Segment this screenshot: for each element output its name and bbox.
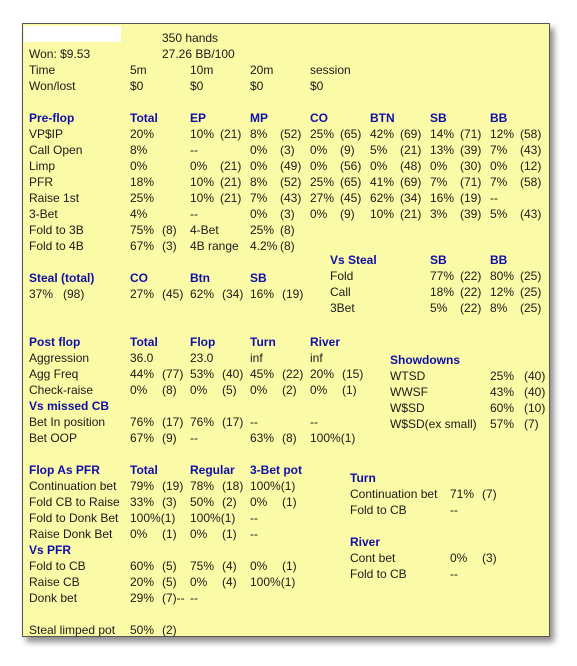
postflop-header: Flop [190,335,216,349]
preflop-cell: 0% [190,159,208,173]
steal-cell: 27% [130,287,155,301]
preflop-cell: 14% [430,127,455,141]
preflop-cell: 20% [130,127,155,141]
postflop-cell: Aggression [29,351,90,365]
turn-cell: -- [450,503,458,517]
preflop-cell: 5% [370,143,388,157]
preflop-cell: 41% [370,175,395,189]
preflop-cell: 0% [310,143,328,157]
preflop-cell: 7% [250,191,268,205]
vs-missed-cb-cell: -- [310,415,318,429]
vs-missed-cb-cell: Bet In position [29,415,106,429]
preflop-cell: 12% [490,127,515,141]
preflop-cell: -- [190,143,198,157]
flop-pfr-cell: 100%(1) [250,479,296,493]
flop-pfr-cell: 50% [190,495,215,509]
steal-header: Btn [190,271,210,285]
preflop-count: (56) [340,159,362,173]
time-header: 10m [190,63,214,77]
preflop-cell: 7% [490,143,508,157]
postflop-cell: (8) [162,383,177,397]
showdown-label: WTSD [390,369,426,383]
vs-steal-cell: 8% [490,301,508,315]
postflop-cell: 0% [190,383,208,397]
preflop-header: BB [490,111,508,125]
vs-pfr-cell: 75% [190,559,215,573]
postflop-cell: (2) [282,383,297,397]
preflop-cell: 10% [190,191,215,205]
showdown-value: 60% [490,401,515,415]
preflop-row-label: Limp [29,159,56,173]
preflop-count: (71) [460,127,482,141]
flop-pfr-cell: Fold to Donk Bet [29,511,119,525]
preflop-header: Total [130,111,158,125]
hands-count: 350 hands [162,31,219,45]
showdown-value: 25% [490,369,515,383]
preflop-cell: 42% [370,127,395,141]
postflop-header: River [310,335,341,349]
postflop-header: Post flop [29,335,81,349]
preflop-cell: 0% [310,207,328,221]
preflop-count: (39) [460,207,482,221]
preflop-count: (45) [340,191,362,205]
preflop-count: (52) [280,175,302,189]
postflop-cell: 36.0 [130,351,154,365]
flop-pfr-cell: Continuation bet [29,479,117,493]
fold-3bet-cell: Fold to 3B [29,223,84,237]
vs-pfr-cell: -- [190,591,198,605]
flop-pfr-cell: (19) [162,479,184,493]
preflop-row-label: VP$IP [29,127,64,141]
time-header: session [310,63,351,77]
postflop-header: Total [130,335,158,349]
flop-pfr-cell: 79% [130,479,155,493]
turn-title: Turn [350,471,376,485]
vs-pfr-cell: (1) [282,559,297,573]
vs-steal-cell: Fold [330,269,354,283]
postflop-cell: 20% [310,367,335,381]
wonlost-cell: Won/lost [29,79,76,93]
preflop-count: (43) [520,143,542,157]
wonlost-cell: $0 [190,79,204,93]
preflop-count: (21) [220,175,242,189]
showdown-label: WWSF [390,385,428,399]
flop-pfr-cell: Raise Donk Bet [29,527,113,541]
steal-cell: (45) [162,287,184,301]
river-cell: Cont bet [350,551,396,565]
vs-missed-cb-cell: (9) [162,431,177,445]
vs-steal-cell: 12% [490,285,515,299]
wonlost-cell: $0 [310,79,324,93]
flop-pfr-cell: -- [250,527,258,541]
vs-pfr-cell: 0% [250,559,268,573]
fold-4bet-cell: Fold to 4B [29,239,84,253]
preflop-count: (49) [280,159,302,173]
flop-pfr-cell: 0% [190,527,208,541]
vs-pfr-title: Vs PFR [29,543,72,557]
postflop-header: Turn [250,335,276,349]
vs-pfr-cell: (5) [162,575,177,589]
flop-pfr-cell: (3) [162,495,177,509]
vs-pfr-cell: 0% [190,575,208,589]
preflop-count: (21) [400,207,422,221]
hud-stats-panel [22,23,550,637]
wonlost-cell: $0 [130,79,144,93]
fold-4bet-cell: (8) [280,239,295,253]
preflop-cell: -- [190,207,198,221]
vs-steal-cell: (22) [460,285,482,299]
flop-pfr-cell: (18) [222,479,244,493]
preflop-cell: 25% [130,191,155,205]
wonlost-cell: $0 [250,79,264,93]
vs-missed-cb-cell: -- [250,415,258,429]
vs-steal-cell: 5% [430,301,448,315]
steal-cell: (19) [282,287,304,301]
flop-pfr-cell: (2) [222,495,237,509]
preflop-cell: 0% [490,159,508,173]
flop-pfr-header: Regular [190,463,235,477]
preflop-count: (43) [520,207,542,221]
preflop-count: (21) [220,191,242,205]
showdown-label: W$SD(ex small) [390,417,477,431]
preflop-count: (12) [520,159,542,173]
turn-cell: 71% [450,487,475,501]
vs-missed-cb-cell: 100%(1) [310,431,356,445]
fold-3bet-cell: 4-Bet [190,223,219,237]
vs-steal-cell: (25) [520,301,542,315]
vs-steal-cell: 18% [430,285,455,299]
vs-missed-cb-title: Vs missed CB [29,399,110,413]
fold-4bet-cell: 67% [130,239,155,253]
flop-pfr-cell: 33% [130,495,155,509]
steal-limped-cell: Steal limped pot [29,623,116,637]
won-amount: Won: $9.53 [29,47,91,61]
preflop-header: MP [250,111,268,125]
postflop-cell: 23.0 [190,351,214,365]
time-header: 5m [130,63,147,77]
vs-pfr-cell: (7)-- [162,591,185,605]
preflop-cell: 8% [130,143,148,157]
steal-cell: (34) [222,287,244,301]
preflop-count: (9) [340,143,355,157]
fold-3bet-cell: (8) [162,223,177,237]
preflop-count: (69) [400,127,422,141]
flop-pfr-cell: 100%(1) [190,511,236,525]
vs-missed-cb-cell: (17) [222,415,244,429]
showdown-count: (10) [524,401,546,415]
postflop-cell: Agg Freq [29,367,79,381]
turn-cell: (7) [482,487,497,501]
preflop-header: Pre-flop [29,111,75,125]
preflop-cell: 8% [250,127,268,141]
steal-cell: 16% [250,287,275,301]
preflop-count: (21) [220,159,242,173]
preflop-cell: 27% [310,191,335,205]
preflop-row-label: PFR [29,175,53,189]
river-cell: Fold to CB [350,567,407,581]
preflop-cell: 10% [370,207,395,221]
vs-missed-cb-cell: Bet OOP [29,431,78,445]
fold-4bet-cell: (3) [162,239,177,253]
vs-steal-title: Vs Steal [330,253,377,267]
showdown-value: 43% [490,385,515,399]
preflop-header: BTN [370,111,395,125]
vs-pfr-cell: 60% [130,559,155,573]
vs-missed-cb-cell: -- [190,431,198,445]
preflop-count: (58) [520,127,542,141]
vs-steal-cell: Call [330,285,351,299]
flop-pfr-cell: 0% [130,527,148,541]
steal-limped-cell: (2) [162,623,177,637]
river-cell: 0% [450,551,468,565]
fold-3bet-cell: 75% [130,223,155,237]
vs-missed-cb-cell: (17) [162,415,184,429]
fold-3bet-cell: 25% [250,223,275,237]
hidden-player-name [24,26,121,42]
preflop-count: (65) [340,175,362,189]
preflop-cell: 25% [310,175,335,189]
steal-cell: (98) [63,287,85,301]
preflop-header: CO [310,111,328,125]
preflop-count: (30) [460,159,482,173]
preflop-count: (69) [400,175,422,189]
preflop-cell: 25% [310,127,335,141]
preflop-header: SB [430,111,447,125]
vs-missed-cb-cell: 63% [250,431,275,445]
vs-steal-cell: (25) [520,269,542,283]
preflop-cell: 0% [250,159,268,173]
vs-pfr-cell: 20% [130,575,155,589]
preflop-count: (48) [400,159,422,173]
preflop-row-label: 3-Bet [29,207,58,221]
vs-steal-cell: 3Bet [330,301,355,315]
postflop-cell: Check-raise [29,383,94,397]
preflop-count: (21) [220,127,242,141]
turn-cell: Continuation bet [350,487,438,501]
vs-steal-header: BB [490,253,508,267]
preflop-count: (3) [280,143,295,157]
preflop-cell: 18% [130,175,155,189]
showdown-count: (40) [524,385,546,399]
fold-4bet-cell: 4.2% [250,239,278,253]
postflop-cell: 0% [250,383,268,397]
postflop-cell: 53% [190,367,215,381]
flop-pfr-cell: (1) [162,527,177,541]
flop-pfr-cell: 78% [190,479,215,493]
postflop-cell: 44% [130,367,155,381]
postflop-cell: (15) [342,367,364,381]
preflop-cell: 13% [430,143,455,157]
flop-pfr-cell: (1) [282,495,297,509]
steal-cell: 62% [190,287,215,301]
preflop-cell: 7% [490,175,508,189]
vs-steal-cell: (25) [520,285,542,299]
postflop-cell: (1) [342,383,357,397]
preflop-cell: 8% [250,175,268,189]
postflop-cell: 0% [310,383,328,397]
time-header: Time [29,63,56,77]
preflop-cell: 5% [490,207,508,221]
vs-steal-cell: (22) [460,269,482,283]
preflop-count: (34) [400,191,422,205]
steal-header: CO [130,271,148,285]
vs-pfr-cell: Donk bet [29,591,78,605]
showdown-count: (7) [524,417,539,431]
vs-missed-cb-cell: 67% [130,431,155,445]
preflop-count: (58) [520,175,542,189]
preflop-cell: 0% [370,159,388,173]
river-cell: (3) [482,551,497,565]
postflop-cell: 45% [250,367,275,381]
preflop-cell: 7% [430,175,448,189]
flop-pfr-header: Flop As PFR [29,463,100,477]
vs-pfr-cell: (4) [222,559,237,573]
preflop-cell: -- [490,191,498,205]
flop-pfr-header: 3-Bet pot [250,463,302,477]
flop-pfr-cell: 0% [250,495,268,509]
vs-steal-header: SB [430,253,447,267]
preflop-header: EP [190,111,207,125]
preflop-cell: 0% [250,143,268,157]
postflop-cell: (5) [222,383,237,397]
steal-cell: 37% [29,287,54,301]
vs-pfr-cell: Fold to CB [29,559,86,573]
river-title: River [350,535,381,549]
preflop-count: (19) [460,191,482,205]
flop-pfr-header: Total [130,463,158,477]
showdown-value: 57% [490,417,515,431]
vs-steal-cell: 77% [430,269,455,283]
preflop-cell: 0% [430,159,448,173]
preflop-count: (3) [280,207,295,221]
flop-pfr-cell: (1) [222,527,237,541]
steal-header: SB [250,271,267,285]
vs-steal-cell: (22) [460,301,482,315]
preflop-count: (71) [460,175,482,189]
preflop-count: (39) [460,143,482,157]
postflop-cell: (77) [162,367,184,381]
vs-missed-cb-cell: (8) [282,431,297,445]
preflop-cell: 0% [310,159,328,173]
vs-pfr-cell: (5) [162,559,177,573]
preflop-cell: 0% [130,159,148,173]
vs-pfr-cell: Raise CB [29,575,80,589]
postflop-cell: (22) [282,367,304,381]
fold-3bet-cell: (8) [280,223,295,237]
vs-pfr-cell: 29% [130,591,155,605]
preflop-cell: 0% [250,207,268,221]
bb-per-100: 27.26 BB/100 [162,47,235,61]
preflop-count: (9) [340,207,355,221]
preflop-cell: 62% [370,191,395,205]
preflop-cell: 16% [430,191,455,205]
preflop-count: (52) [280,127,302,141]
preflop-cell: 3% [430,207,448,221]
preflop-cell: 4% [130,207,148,221]
postflop-cell: inf [250,351,263,365]
preflop-cell: 10% [190,127,215,141]
river-cell: -- [450,567,458,581]
preflop-row-label: Call Open [29,143,83,157]
time-header: 20m [250,63,274,77]
preflop-row-label: Raise 1st [29,191,80,205]
vs-steal-cell: 80% [490,269,515,283]
steal-header: Steal (total) [29,271,95,285]
vs-missed-cb-cell: 76% [190,415,215,429]
vs-pfr-cell: (4) [222,575,237,589]
preflop-count: (65) [340,127,362,141]
turn-cell: Fold to CB [350,503,407,517]
showdowns-title: Showdowns [390,353,460,367]
vs-pfr-cell: 100%(1) [250,575,296,589]
vs-missed-cb-cell: 76% [130,415,155,429]
steal-limped-cell: 50% [130,623,155,637]
fold-4bet-cell: 4B range [190,239,239,253]
flop-pfr-cell: Fold CB to Raise [29,495,120,509]
postflop-cell: (40) [222,367,244,381]
preflop-cell: 10% [190,175,215,189]
preflop-count: (21) [400,143,422,157]
postflop-cell: 0% [130,383,148,397]
flop-pfr-cell: 100%(1) [130,511,176,525]
preflop-count: (43) [280,191,302,205]
postflop-cell: inf [310,351,323,365]
showdown-label: W$SD [390,401,425,415]
showdown-count: (40) [524,369,546,383]
flop-pfr-cell: -- [250,511,258,525]
